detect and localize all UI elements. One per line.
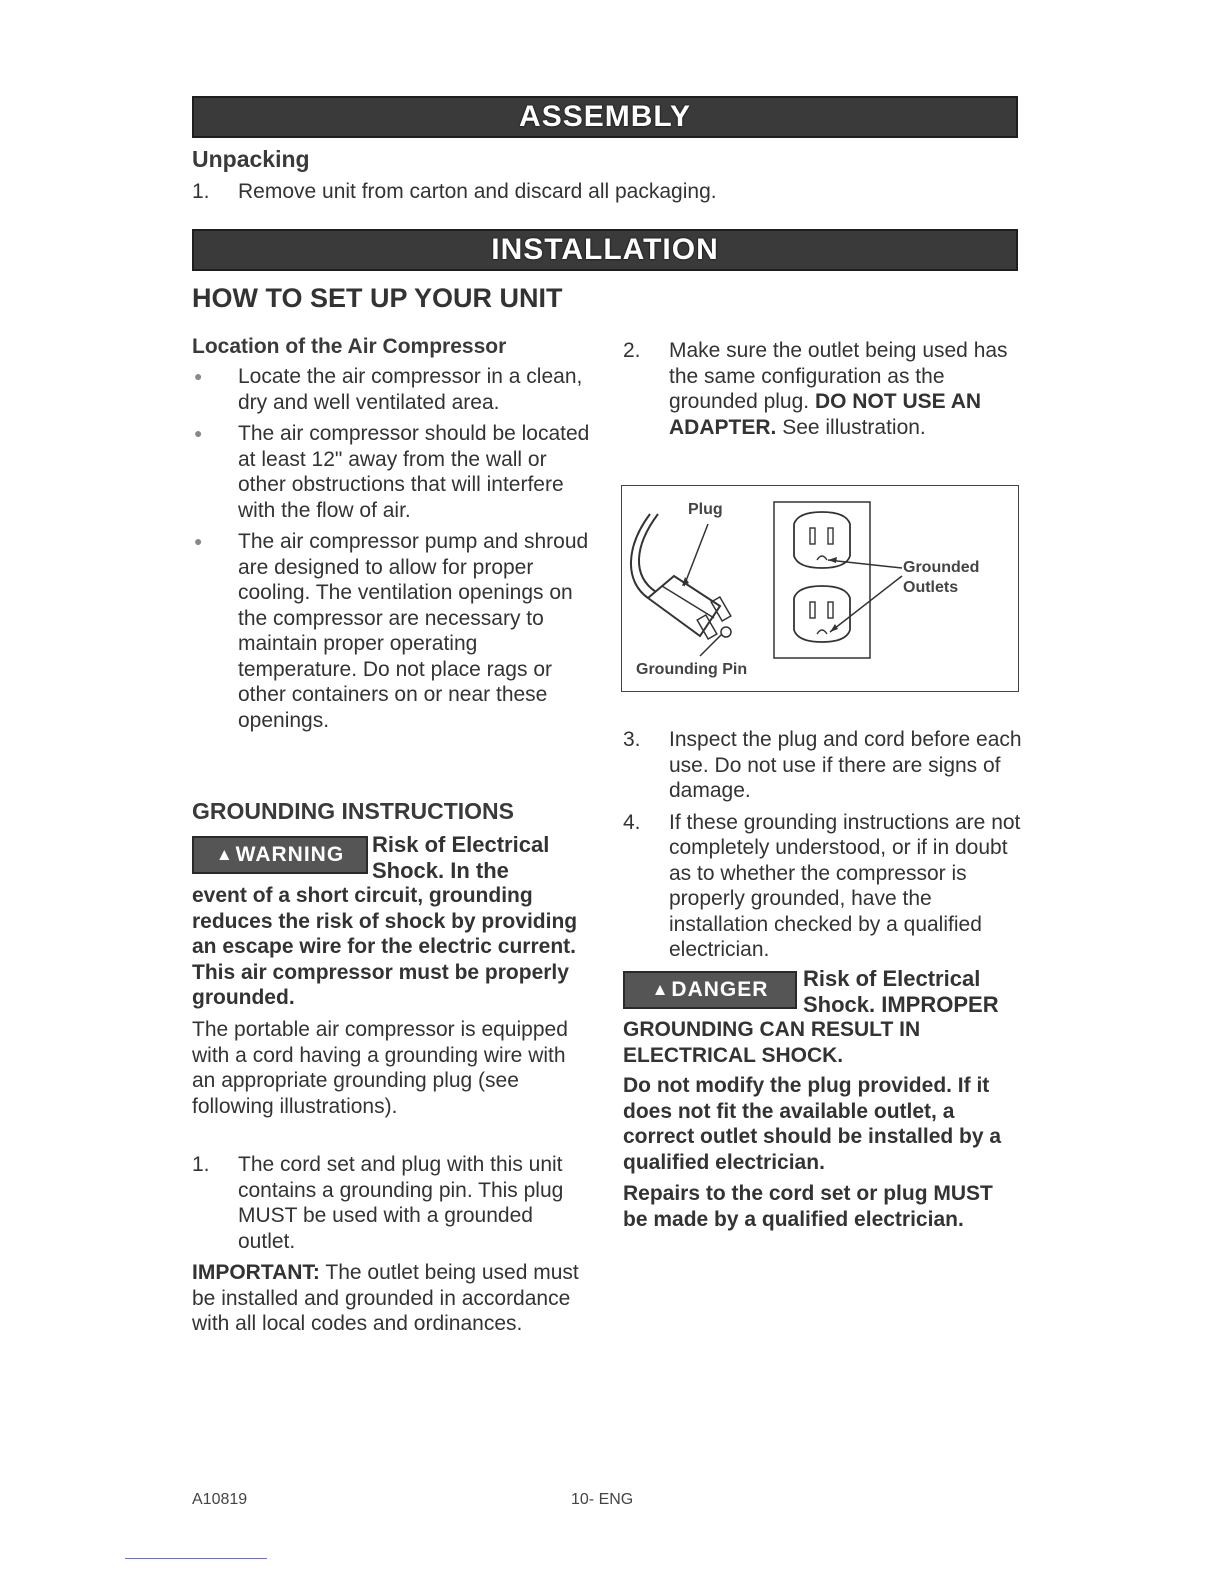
grounding-step-1 [192,1152,584,1254]
list-item: ● Locate the air compressor in a clean, dry and well ventilated area. [194,365,583,414]
location-bullets [192,364,592,739]
bottom-rule [125,1558,267,1559]
danger-body: GROUNDING CAN RESULT IN ELECTRICAL SHOCK. [623,1018,921,1067]
important-text: The outlet being used must be installed and grounded in accordance with all local codes and ordinances. [192,1261,579,1335]
list-item: ● The air compressor should be located at least 12" away from the wall or other obstructions that will interfere with the flow of air. [194,422,590,522]
list-item: 1. The cord set and plug with this unit contains a grounding pin. This plug MUST be used with a grounded outlet. [192,1153,564,1253]
setup-heading: HOW TO SET UP YOUR UNIT [192,283,563,313]
grounded-outlets-label: Grounded Outlets [903,559,980,596]
grounding-intro: The portable air compressor is equipped with a cord having a grounding wire with an appropriate grounding plug (see following illustrations). [192,1018,568,1118]
danger-para-2: Repairs to the cord set or plug MUST be made by a qualified electrician. [623,1182,993,1231]
list-item: 1. Remove unit from carton and discard all packaging. [192,180,717,203]
grounding-pin-label: Grounding Pin [636,661,748,678]
installation-banner-title: INSTALLATION [491,233,719,266]
warning-body: event of a short circuit, grounding reduces the risk of shock by providing an escape wire for the electric current. This air compressor must be properly grounded. [192,884,578,1009]
warning-head: Risk of Electrical Shock. In the [372,832,550,883]
list-item: 3. Inspect the plug and cord before each use. Do not use if there are signs of damage. [623,728,1022,802]
important-note [192,1260,584,1337]
grounding-heading: GROUNDING INSTRUCTIONS [192,798,514,824]
danger-triangle-icon: ▲ [651,980,670,999]
document-code: A10819 [192,1491,248,1508]
assembly-banner [192,96,1018,138]
installation-banner [192,229,1018,271]
plug-label: Plug [688,501,723,518]
warning-badge: ▲ WARNING [192,836,368,874]
warning-triangle-icon: ▲ [215,845,234,864]
unpacking-heading: Unpacking [192,146,310,172]
danger-badge: ▲ DANGER [623,971,797,1009]
unpacking-steps [192,179,1012,205]
steps-3-4 [623,727,1023,963]
list-item: ● The air compressor pump and shroud are designed to allow for proper cooling. The ventilation openings on the compressor are necessary to maintain proper operating temperature. Do not place rags or other containers on or near these openings. [194,530,589,732]
danger-para-1: Do not modify the plug provided. If it does not fit the available outlet, a correct outlet should be installed by a qualified electrician. [623,1074,1002,1174]
important-label: IMPORTANT: [192,1261,320,1284]
step-2 [623,338,1018,440]
danger-head: Risk of Electrical Shock. IMPROPER [803,966,999,1017]
page-number: 10- ENG [571,1491,634,1508]
plug-outlet-figure [621,485,1019,692]
list-item: 2. Make sure the outlet being used has the same configuration as the grounded plug. DO NOT USE AN ADAPTER. See illustration. [623,339,1008,439]
location-heading: Location of the Air Compressor [192,335,507,358]
list-item: 4. If these grounding instructions are not completely understood, or if in doubt as to whether the compressor is properly grounded, have the installation checked by a qualified electrician. [623,810,1021,961]
assembly-banner-title: ASSEMBLY [519,100,691,133]
